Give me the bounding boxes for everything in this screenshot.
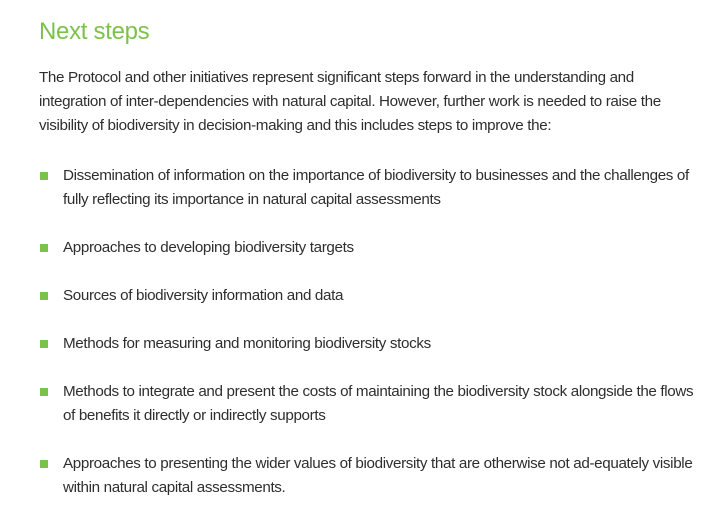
list-item-text: Methods for measuring and monitoring biodiversity stocks [63, 335, 431, 352]
bullet-square-icon [40, 244, 48, 252]
bullet-square-icon [40, 172, 48, 180]
bullet-square-icon [40, 460, 48, 468]
list-item [39, 164, 699, 212]
list-item [39, 332, 699, 356]
list-item [39, 236, 699, 260]
bullet-square-icon [40, 340, 48, 348]
section-title: Next steps [39, 18, 150, 45]
list-item [39, 284, 699, 308]
list-item-text: Methods to integrate and present the costs of maintaining the biodiversity stock alongside the flows of benefits it directly or indirectly supports [63, 383, 694, 424]
list-item [39, 380, 699, 428]
list-item-text: Approaches to presenting the wider values of biodiversity that are otherwise not ad-equately visible within natural capital assessments. [63, 455, 693, 496]
list-item-text: Approaches to developing biodiversity targets [63, 239, 354, 256]
list-item [39, 452, 699, 500]
bullet-square-icon [40, 388, 48, 396]
intro-paragraph: The Protocol and other initiatives represent significant steps forward in the understanding and integration of inter-dependencies with natural capital. However, further work is needed to raise the visibility of biodiversity in decision-making and this includes steps to improve the: [39, 69, 661, 134]
bullet-square-icon [40, 292, 48, 300]
list-item-text: Sources of biodiversity information and data [63, 287, 344, 304]
list-item-text: Dissemination of information on the importance of biodiversity to businesses and the challenges of fully reflecting its importance in natural capital assessments [63, 167, 689, 208]
